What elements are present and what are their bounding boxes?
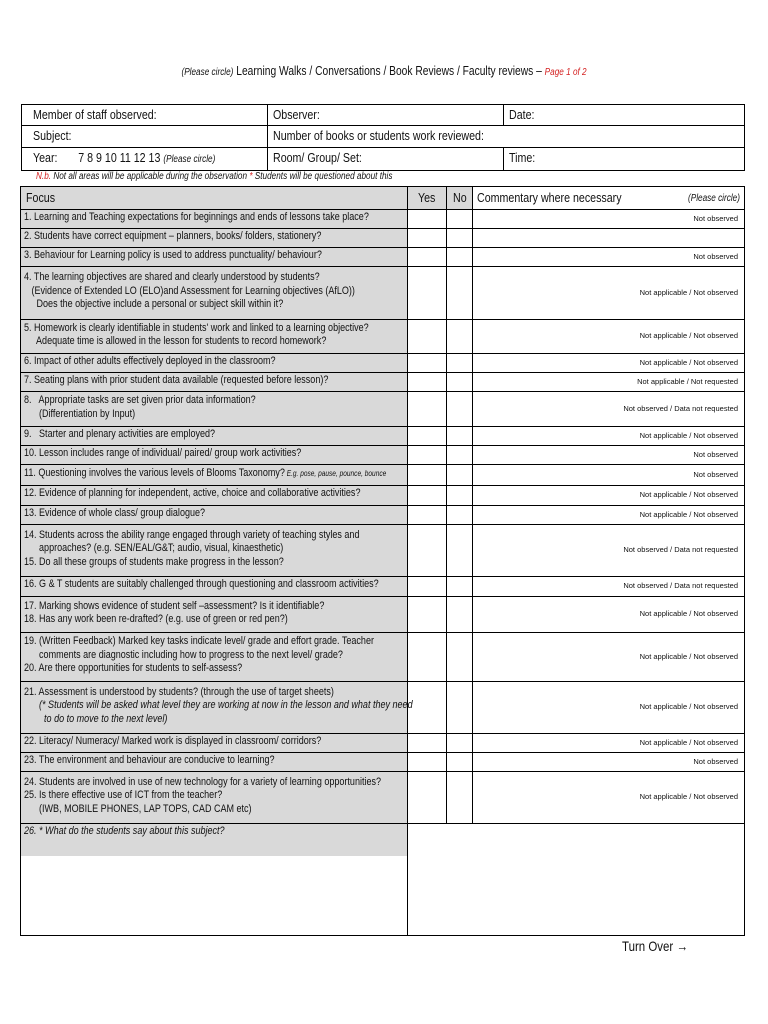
no-cell[interactable]: [447, 320, 472, 353]
yes-cell[interactable]: [408, 465, 446, 485]
yes-cell[interactable]: [408, 229, 446, 247]
nb-label: N.b.: [36, 171, 52, 182]
focus-item-line: 23. The environment and behaviour are conducive to learning?: [24, 753, 275, 766]
circle-options: Not observed / Data not requested: [623, 581, 738, 590]
focus-item: [24, 776, 381, 817]
no-cell[interactable]: [447, 248, 472, 266]
yes-header: Yes: [418, 190, 436, 205]
row-divider: [20, 391, 745, 392]
focus-item-line: 15. Do all these groups of students make progress in the lesson?: [24, 555, 284, 568]
focus-item-line: 20. Are there opportunities for students to self-assess?: [24, 662, 243, 675]
focus-item-line: 2. Students have correct equipment – planners, books/ folders, stationery?: [24, 229, 322, 242]
focus-item-line: 4. The learning objectives are shared and clearly understood by students?: [24, 271, 320, 284]
year-label: Year:: [33, 150, 58, 165]
row-divider: [20, 576, 745, 577]
focus-item-line: 16. G & T students are suitably challenged through questioning and classroom activities?: [24, 578, 379, 591]
circle-options: Not observed: [693, 213, 738, 223]
subject-label: Subject:: [33, 128, 72, 143]
row-divider: [20, 632, 745, 633]
circle-options: Not applicable / Not observed: [639, 609, 738, 618]
focus-item-line: comments are diagnostic including how to progress to the next level/ grade?: [24, 648, 343, 661]
focus-item-line: 21. Assessment is understood by students? (through the use of target sheets): [24, 685, 334, 698]
focus-item: [24, 394, 256, 421]
yes-cell[interactable]: [408, 427, 446, 445]
star-note-text: Students will be questioned about this: [254, 171, 393, 182]
focus-item: [24, 249, 322, 263]
yes-cell[interactable]: [408, 446, 446, 464]
focus-item-line: 22. Literacy/ Numeracy/ Marked work is displayed in classroom/ corridors?: [24, 734, 322, 747]
focus-item-line: 13. Evidence of whole class/ group dialogue?: [24, 506, 206, 519]
row-divider: [20, 681, 745, 682]
room-group-set-label: Room/ Group/ Set:: [273, 150, 362, 165]
focus-item-line: Does the objective include a personal or subject skill within it?: [24, 298, 284, 311]
focus-item-line: approaches? (e.g. SEN/EAL/G&T; audio, visual, kinaesthetic): [24, 542, 284, 555]
focus-item-line: (Differentiation by Input): [24, 407, 136, 420]
no-cell[interactable]: [447, 427, 472, 445]
circle-options: Not applicable / Not observed: [639, 331, 738, 340]
circle-options: Not observed / Data not requested: [623, 545, 738, 554]
focus-item-line: 6. Impact of other adults effectively deployed in the classroom?: [24, 354, 276, 367]
circle-options: Not applicable / Not observed: [639, 651, 738, 661]
circle-options: Not applicable / Not observed: [639, 287, 738, 297]
focus-item: [24, 447, 301, 461]
focus-item: [24, 600, 324, 627]
circle-options: Not applicable / Not observed: [639, 702, 738, 711]
yes-cell[interactable]: [408, 354, 446, 372]
no-cell[interactable]: [447, 465, 472, 485]
circle-options: Not observed: [693, 449, 738, 459]
applicability-note: [36, 171, 392, 182]
observer-label: Observer:: [273, 107, 320, 122]
focus-item: [24, 487, 360, 501]
focus-item-line: 11. Questioning involves the various levels of Blooms Taxonomy? E.g. pose, pause, pounce, bounce: [24, 466, 387, 479]
time-label: Time:: [509, 150, 536, 165]
no-cell[interactable]: [447, 577, 472, 596]
no-cell[interactable]: [447, 446, 472, 464]
focus-item-line: 10. Lesson includes range of individual/ paired/ group work activities?: [24, 446, 302, 459]
row-divider: [20, 771, 745, 772]
year-please-circle: (Please circle): [163, 154, 216, 165]
focus-item: [24, 507, 205, 521]
focus-item: [24, 578, 379, 592]
yes-cell[interactable]: [408, 597, 446, 632]
no-cell[interactable]: [447, 633, 472, 681]
focus-item: [24, 635, 374, 676]
row-divider: [20, 596, 745, 597]
arrow-right-icon: →: [676, 938, 688, 954]
circle-options: Not applicable / Not observed: [639, 509, 738, 519]
no-cell[interactable]: [447, 525, 472, 576]
student-voice-answer-area[interactable]: [408, 824, 744, 935]
yes-cell[interactable]: [408, 506, 446, 524]
focus-item: [24, 355, 276, 369]
focus-item-line: 24. Students are involved in use of new technology for a variety of learning opportunities?: [24, 775, 382, 788]
focus-item-line: 18. Has any work been re-drafted? (e.g. use of green or red pen?): [24, 613, 288, 625]
focus-item-line: (* Students will be asked what level they are working at now in the lesson and what they need: [24, 699, 413, 712]
focus-item-line: 19. (Written Feedback) Marked key tasks indicate level/ grade and effort grade. Teacher: [24, 635, 374, 648]
focus-item-line: 1. Learning and Teaching expectations for beginnings and ends of lessons take place?: [24, 210, 369, 223]
focus-item-line: 14. Students across the ability range engaged through variety of teaching styles and: [24, 528, 360, 541]
page-indicator: Page 1 of 2: [544, 67, 587, 78]
star-marker: *: [249, 171, 253, 182]
no-cell[interactable]: [447, 267, 472, 319]
yes-cell[interactable]: [408, 267, 446, 319]
focus-item-line: 7. Seating plans with prior student data available (requested before lesson)?: [24, 373, 329, 386]
focus-item-line: 12. Evidence of planning for independent, active, choice and collaborative activities?: [24, 487, 361, 500]
yes-cell[interactable]: [408, 577, 446, 596]
no-cell[interactable]: [447, 354, 472, 372]
yes-cell[interactable]: [408, 392, 446, 426]
circle-options: Not applicable / Not requested: [637, 376, 738, 386]
yes-cell[interactable]: [408, 753, 446, 771]
date-label: Date:: [509, 107, 535, 122]
no-cell[interactable]: [447, 506, 472, 524]
row-divider: [20, 464, 745, 465]
focus-item: [24, 374, 328, 388]
focus-item: [24, 211, 369, 225]
no-cell[interactable]: [447, 753, 472, 771]
yes-cell[interactable]: [408, 373, 446, 391]
circle-options: Not observed: [693, 469, 738, 479]
focus-item: [24, 428, 215, 442]
turn-over: [622, 938, 688, 954]
row-divider: [20, 485, 745, 486]
commentary-please-circle: (Please circle): [688, 193, 740, 204]
member-observed-label: Member of staff observed:: [33, 107, 157, 122]
focus-item: [24, 686, 413, 727]
focus-item-line: 5. Homework is clearly identifiable in students' work and linked to a learning objective?: [24, 321, 369, 334]
no-cell[interactable]: [447, 392, 472, 426]
row-divider: [20, 266, 745, 267]
focus-item-line: Adequate time is allowed in the lesson for students to record homework?: [24, 335, 327, 347]
focus-item-line: (IWB, MOBILE PHONES, LAP TOPS, CAD CAM etc): [24, 802, 252, 815]
no-cell[interactable]: [447, 210, 472, 228]
yes-cell[interactable]: [408, 486, 446, 505]
circle-options: Not applicable / Not observed: [639, 490, 738, 499]
yes-cell[interactable]: [408, 682, 446, 733]
focus-header: Focus: [26, 190, 56, 205]
circle-options: Not observed: [693, 251, 738, 261]
circle-options: Not applicable / Not observed: [639, 737, 738, 747]
focus-item-line: 3. Behaviour for Learning policy is used to address punctuality/ behaviour?: [24, 248, 322, 261]
focus-item-line: to do to move to the next level): [24, 712, 168, 725]
page-title: [0, 64, 768, 78]
focus-item-example: E.g. pose, pause, pounce, bounce: [284, 468, 387, 478]
focus-item-line: 25. Is there effective use of ICT from the teacher?: [24, 789, 223, 802]
yes-cell[interactable]: [408, 320, 446, 353]
turn-over-label: Turn Over: [622, 938, 674, 954]
yes-cell[interactable]: [408, 210, 446, 228]
focus-item: [24, 322, 369, 349]
no-cell[interactable]: [447, 597, 472, 632]
no-header: No: [453, 190, 467, 205]
no-cell[interactable]: [447, 229, 472, 247]
circle-options: Not applicable / Not observed: [639, 430, 738, 440]
please-circle-note: (Please circle): [181, 67, 234, 78]
yes-cell[interactable]: [408, 772, 446, 823]
circle-options: Not observed: [693, 756, 738, 766]
focus-item-line: (Evidence of Extended LO (ELO)and Assessment for Learning objectives (AfLO)): [24, 284, 355, 297]
no-cell[interactable]: [447, 734, 472, 752]
no-cell[interactable]: [447, 682, 472, 733]
review-type-options: Learning Walks / Conversations / Book Reviews / Faculty reviews –: [236, 64, 542, 78]
books-reviewed-label: Number of books or students work reviewed:: [273, 128, 484, 143]
yes-cell[interactable]: [408, 734, 446, 752]
focus-item-line: 17. Marking shows evidence of student self –assessment? Is it identifiable?: [24, 599, 325, 612]
yes-cell[interactable]: [408, 525, 446, 576]
focus-item: [24, 754, 275, 768]
circle-options: Not applicable / Not observed: [639, 792, 738, 801]
focus-item-line: 8. Appropriate tasks are set given prior data information?: [24, 394, 256, 406]
no-cell[interactable]: [447, 486, 472, 505]
row-divider: [20, 319, 745, 320]
circle-options: Not observed / Data not requested: [623, 403, 738, 413]
yes-cell[interactable]: [408, 248, 446, 266]
focus-item: [24, 230, 321, 244]
focus-item: [24, 271, 355, 312]
year-field: [33, 150, 215, 165]
no-cell[interactable]: [447, 772, 472, 823]
yes-cell[interactable]: [408, 633, 446, 681]
focus-item: [24, 735, 321, 749]
row-divider: [20, 524, 745, 525]
student-voice-question: 26. * What do the students say about this subject?: [24, 825, 225, 837]
focus-item-line: 9. Starter and plenary activities are employed?: [24, 427, 216, 440]
year-options: 7 8 9 10 11 12 13: [78, 150, 161, 165]
note-text: Not all areas will be applicable during the observation: [53, 171, 248, 182]
commentary-header: Commentary where necessary: [477, 190, 622, 205]
focus-item: [24, 529, 359, 570]
no-cell[interactable]: [447, 373, 472, 391]
focus-item: [24, 467, 386, 481]
circle-options: Not applicable / Not observed: [639, 357, 738, 367]
